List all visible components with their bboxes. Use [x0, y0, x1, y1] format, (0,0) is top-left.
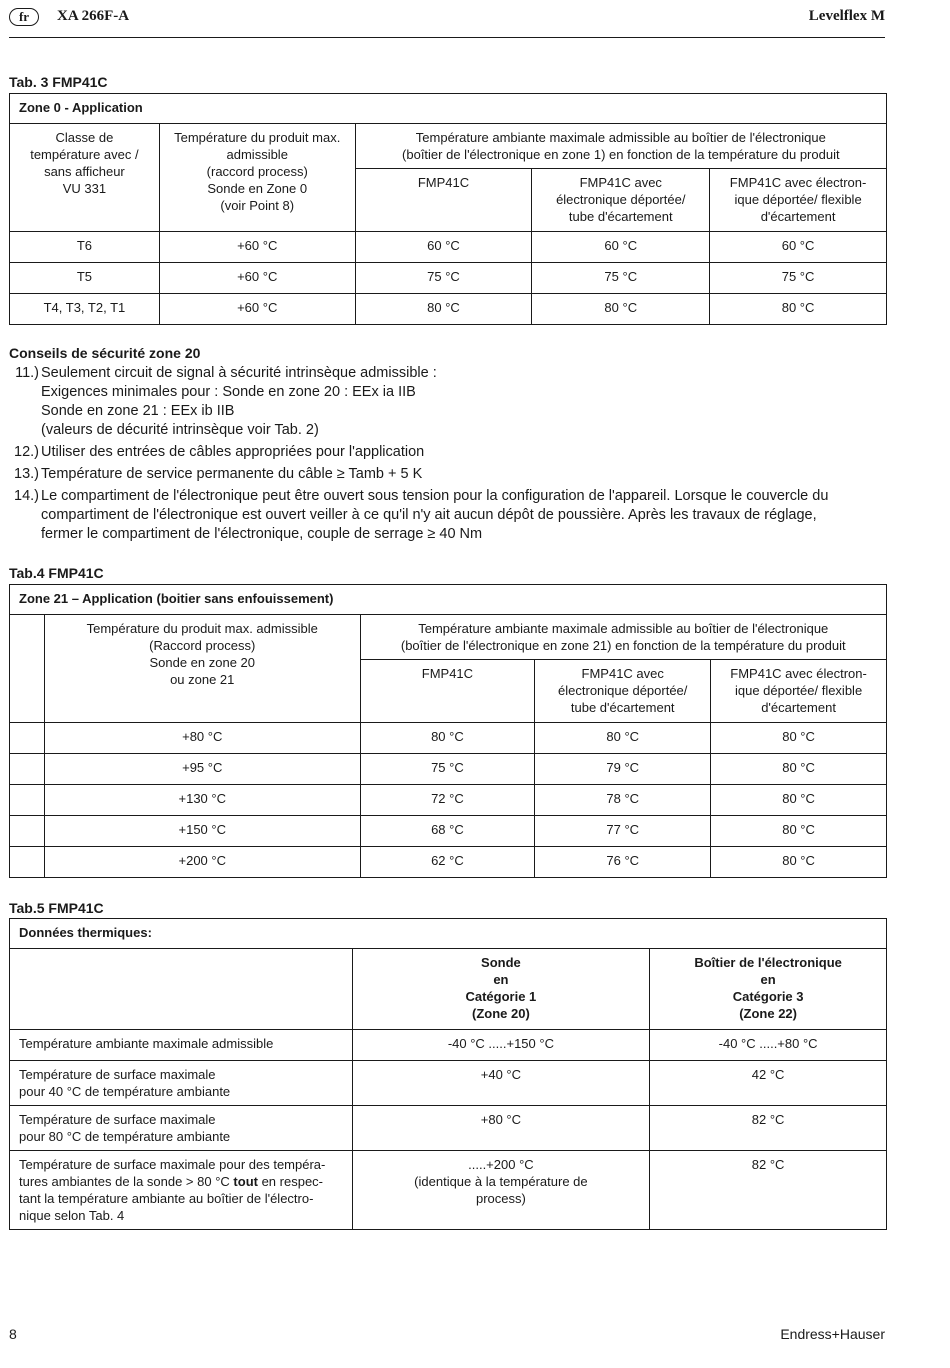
safety-title: Conseils de sécurité zone 20: [9, 345, 201, 361]
note-13: 13.) Température de service permanente du câble ≥ Tamb + 5 K: [14, 466, 423, 482]
table-row: T6 +60 °C 60 °C 60 °C 60 °C: [10, 232, 887, 263]
tab4-zone-title: Zone 21 – Application (boitier sans enfouissement): [10, 585, 887, 615]
tab4-table: [9, 584, 887, 878]
tab5-header-boitier: Boîtier de l'électronique en Catégorie 3 (Zone 22): [650, 949, 887, 1030]
table-row: Température de surface maximale pour des tempéra- tures ambiantes de la sonde > 80 °C tout en respec- tant la température ambiante au boîtier de l'électro- nique selon Tab. 4 .....+200 °C (identique à la température de process) 82 °C: [10, 1151, 887, 1230]
table-row: +200 °C 62 °C 76 °C 80 °C: [10, 847, 887, 878]
tab5-table: [9, 918, 887, 1230]
safety-notes: [9, 364, 889, 547]
tab3-table: [9, 93, 887, 325]
brand-name: Endress+Hauser: [780, 1326, 885, 1342]
note-14: 14.) Le compartiment de l'électronique peut être ouvert sous tension pour la configuration de l'appareil. Lorsque le couvercle du compartiment de l'électronique est ouvert veiller à ce qu'il n'y ait aucun dépôt de poussière. Après les travaux de réglage, fermer le compartiment de l'électronique, couple de serrage ≥ 40 Nm: [14, 488, 829, 542]
tab4-header-fmp41c: FMP41C: [360, 660, 535, 723]
tab5-header-empty: [10, 949, 353, 1030]
tab5-zone-title: Données thermiques:: [10, 919, 887, 949]
tab4-caption: Tab.4 FMP41C: [9, 565, 104, 581]
tab3-header-class: Classe de température avec / sans afficheur VU 331: [10, 124, 160, 232]
tab5-caption: Tab.5 FMP41C: [9, 900, 104, 916]
table-row: +95 °C 75 °C 79 °C 80 °C: [10, 754, 887, 785]
tab3-header-fmp41c-flexible: FMP41C avec électron- ique déportée/ flexible d'écartement: [710, 169, 887, 232]
tab3-header-product-temp: Température du produit max. admissible (raccord process) Sonde en Zone 0 (voir Point 8): [159, 124, 355, 232]
tab4-header-fmp41c-tube: FMP41C avec électronique déportée/ tube d'écartement: [535, 660, 711, 723]
table-row: +130 °C 72 °C 78 °C 80 °C: [10, 785, 887, 816]
page-header: [9, 6, 885, 38]
tab3-zone-title: Zone 0 - Application: [10, 94, 887, 124]
table-row: +80 °C 80 °C 80 °C 80 °C: [10, 723, 887, 754]
table-row: Température de surface maximale pour 40 °C de température ambiante +40 °C 42 °C: [10, 1061, 887, 1106]
tab3-caption: Tab. 3 FMP41C: [9, 74, 108, 90]
note-11: 11.) Seulement circuit de signal à sécurité intrinsèque admissible : Exigences minimales pour : Sonde en zone 20 : EEx ia IIB Sonde en zone 21 : EEx ib IIB (valeurs de décurité intrinsèque voir Tab. 2): [15, 365, 437, 438]
table-row: Température de surface maximale pour 80 °C de température ambiante +80 °C 82 °C: [10, 1106, 887, 1151]
tab4-header-product-temp: Température du produit max. admissible (Raccord process) Sonde en zone 20 ou zone 21: [44, 615, 360, 723]
table-row: Température ambiante maximale admissible -40 °C .....+150 °C -40 °C .....+80 °C: [10, 1030, 887, 1061]
note-12: 12.) Utiliser des entrées de câbles appropriées pour l'application: [14, 444, 425, 460]
tab5-header-sonde: Sonde en Catégorie 1 (Zone 20): [352, 949, 650, 1030]
table-row: +150 °C 68 °C 77 °C 80 °C: [10, 816, 887, 847]
document-number: XA 266F-A: [57, 8, 130, 24]
tab4-header-empty: [10, 615, 45, 723]
page-number: 8: [9, 1326, 17, 1342]
tab3-header-fmp41c-tube: FMP41C avec électronique déportée/ tube d'écartement: [532, 169, 710, 232]
tab3-header-fmp41c: FMP41C: [355, 169, 532, 232]
tab4-header-fmp41c-flexible: FMP41C avec électron- ique déportée/ flexible d'écartement: [711, 660, 887, 723]
table-row: T4, T3, T2, T1 +60 °C 80 °C 80 °C 80 °C: [10, 294, 887, 325]
language-badge: fr: [9, 8, 39, 26]
table-row: T5 +60 °C 75 °C 75 °C 75 °C: [10, 263, 887, 294]
product-name: Levelflex M: [808, 8, 885, 24]
tab3-header-ambient: Température ambiante maximale admissible au boîtier de l'électronique (boîtier de l'électronique en zone 1) en fonction de la température du produit: [355, 124, 886, 169]
tab4-header-ambient: Température ambiante maximale admissible au boîtier de l'électronique (boîtier de l'électronique en zone 21) en fonction de la température du produit: [360, 615, 886, 660]
